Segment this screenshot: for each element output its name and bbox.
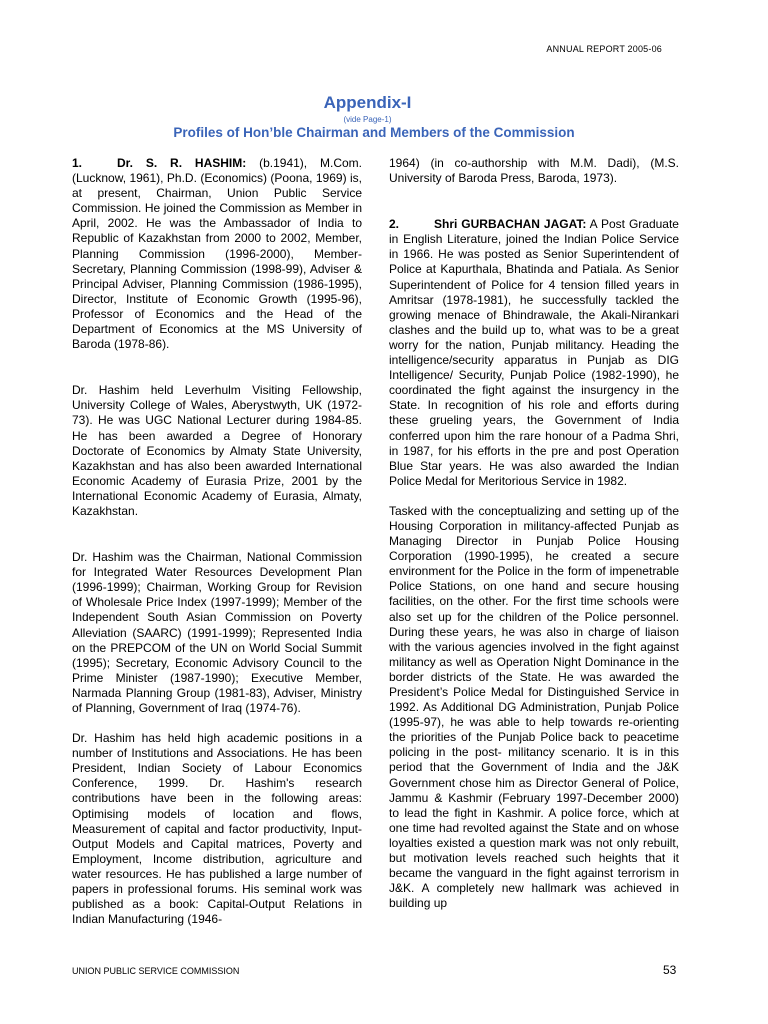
report-header-label: ANNUAL REPORT 2005-06 bbox=[546, 44, 662, 54]
profile-hashim-continued: 1964) (in co-authorship with M.M. Dadi), (M.S. University of Baroda Press, Baroda, 1973). bbox=[389, 156, 679, 186]
profile-number: 2. bbox=[389, 217, 400, 232]
right-column bbox=[389, 156, 679, 911]
profile-hashim-intro bbox=[72, 156, 362, 352]
profile-hashim-chairmanships: Dr. Hashim was the Chairman, National Commission for Integrated Water Resources Development Plan (1996-1999); Chairman, Working Group for Revision of Wholesale Price Index (1997-1999); Member of the Independent South Asian Commission on Poverty Alleviation (SAARC) (1991-1999); Represented India on the PREPCOM of the UN on World Social Summit (1995); Secretary, Economic Advisory Council to the Prime Minister (1987-1990); Executive Member, Narmada Planning Group (1981-83), Adviser, Ministry of Planning, Government of Iraq (1974-76). bbox=[72, 550, 362, 715]
vide-page-reference: (vide Page-1) bbox=[343, 115, 392, 124]
profile-jagat-intro bbox=[389, 217, 679, 489]
appendix-title: Appendix-I bbox=[323, 93, 412, 112]
profile-hashim-fellowship: Dr. Hashim held Leverhulm Visiting Fellowship, University College of Wales, Aberystwyth, UK (1972-73). He was UGC National Lecturer during 1984-85. He has been awarded a Degree of Honorary Doctorate of Economics by Almaty State University, Kazakhstan and has also been awarded International Economic Academy of Eurasia Prize, 2001 by the International Economic Academy of Eurasia, Almaty, Kazakhstan. bbox=[72, 383, 362, 518]
profile-name: Shri GURBACHAN JAGAT: bbox=[434, 217, 587, 232]
page-number: 53 bbox=[663, 963, 677, 977]
left-column bbox=[72, 156, 362, 927]
profile-text: A Post Graduate in English Literature, joined the Indian Police Service in 1966. He was posted as Senior Superintendent of Police at Kapurthala, Bhatinda and Patiala. As Senior Superintendent of Police for 4 tension filled years in Amritsar (1978-1981), he successfully tackled the growing menace of Bhindrawale, the Akali-Nirankari clashes and the build up to, what was to be a great worry for the nation, Punjab militancy. Heading the intelligence/security apparatus in Punjab as DIG Intelligence/ Security, Punjab Police (1982-1990), he coordinated the fight against the insurgency in the State. In recognition of his role and efforts during these grueling years, the Government of India conferred upon him the rare honour of a Padma Shri, in 1987, for his efforts in the pre and post Operation Blue Star years. He was also awarded the Indian Police Medal for Meritorious Service in 1982. bbox=[389, 217, 679, 488]
profile-jagat-housing: Tasked with the conceptualizing and setting up of the Housing Corporation in militancy-affected Punjab as Managing Director in Punjab Police Housing Corporation (1990-1995), he created a secure environment for the Police in the form of impenetrable Police Stations, on one hand and secure housing facilities, on the other. For the first time schools were also set up for the children of the Police personnel. During these years, he was also in charge of liaison with the various agencies involved in the fight against militancy as well as Operation Night Dominance in the border districts of the State. He was awarded the President’s Police Medal for Distinguished Service in 1992. As Additional DG Administration, Punjab Police (1995-97), he was able to help towards re-orienting the priorities of the Punjab Police back to peacetime policing in the post- militancy scenario. It is in this period that the Government of India and the J&K Government chose him as Director General of Police, Jammu & Kashmir (February 1997-December 2000) to lead the fight in Kashmir. A police force, which at one time had revolted against the State and on whose loyalties existed a question mark was not only rebuilt, but motivation levels reached such heights that it became the vanguard in the fight against terrorism in J&K. A completely new hallmark was achieved in building up bbox=[389, 503, 679, 911]
profile-hashim-academic: Dr. Hashim has held high academic positions in a number of Institutions and Associations. He has been President, Indian Society of Labour Economics Conference, 1999. Dr. Hashim's research contributions have been in the following areas: Optimising models of location and flows, Measurement of capital and factor productivity, Input-Output Models and Capital matrices, Poverty and Employment, Income distribution, agriculture and water resources. He has published a large number of papers in professional forums. His seminal work was published as a book: Capital-Output Relations in Indian Manufacturing (1946- bbox=[72, 731, 362, 927]
profile-name: Dr. S. R. HASHIM: bbox=[117, 156, 247, 170]
appendix-subtitle: Profiles of Hon’ble Chairman and Members of the Commission bbox=[173, 125, 575, 140]
profile-text: (b.1941), M.Com. (Lucknow, 1961), Ph.D. (Economics) (Poona, 1969) is, at present, Chairman, Union Public Service Commission. He joined the Commission as Member in April, 2002. He was the Ambassador of India to Republic of Kazakhstan from 2000 to 2002, Member, Planning Commission (1996-2000), Member-Secretary, Planning Commission (1998-99), Adviser & Principal Adviser, Planning Commission (1986-1995), Director, Institute of Economic Growth (1995-96), Professor of Economics and the Head of the Department of Economics at the MS University of Baroda (1978-86). bbox=[72, 156, 362, 352]
footer-organization: UNION PUBLIC SERVICE COMMISSION bbox=[72, 966, 240, 976]
profile-number: 1. bbox=[72, 156, 83, 170]
